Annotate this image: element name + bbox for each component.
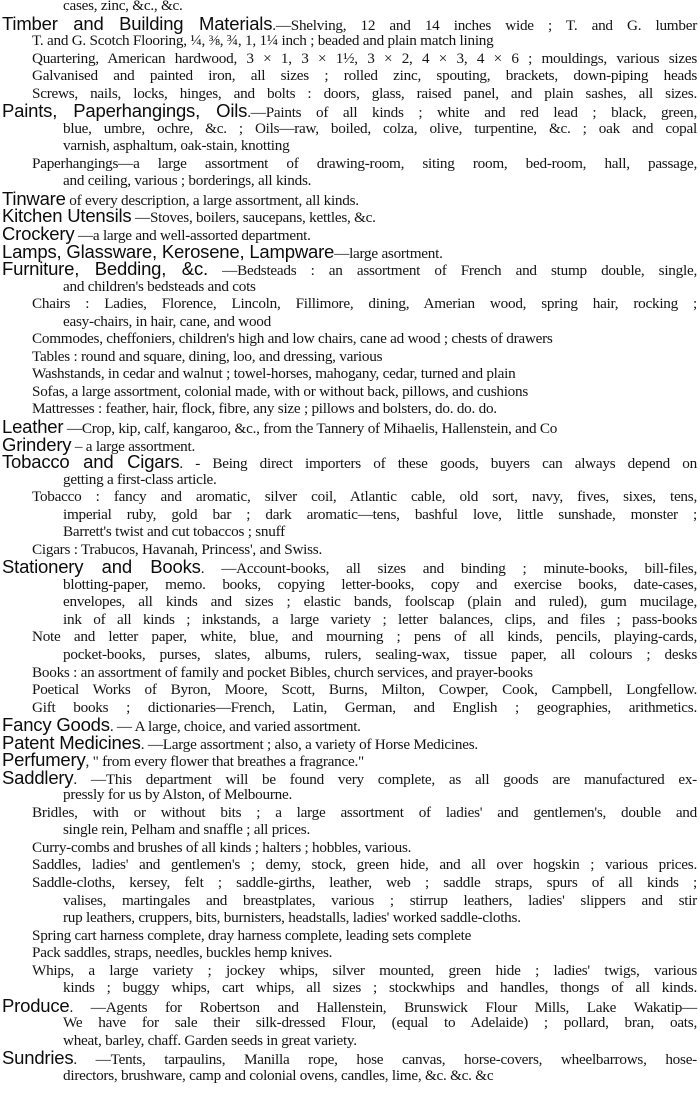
section-text: . —This department will be found very complete, as all goods are manufactured ex- bbox=[73, 770, 697, 788]
section-heading: Timber and Building Materials bbox=[2, 12, 273, 34]
section-text: Tables : round and square, dining, loo, and dressing, various bbox=[32, 347, 383, 365]
section-text: Mattresses : feather, hair, flock, fibre, any size ; pillows and bolsters, do. do. do. bbox=[32, 400, 497, 418]
section-text: – a large assortment. bbox=[71, 437, 196, 455]
section-text: valises, martingales and breastplates, various ; stirrup leathers, ladies' slippers and stir bbox=[63, 891, 697, 909]
section-heading: Perfumery bbox=[2, 749, 86, 771]
section-text: Chairs : Ladies, Florence, Lincoln, Fillimore, dining, Amerian wood, spring hair, rocking ; bbox=[32, 295, 697, 313]
text-line bbox=[63, 1014, 697, 1032]
section-heading: Paints, Paperhangings, Oils bbox=[2, 100, 248, 122]
text-line bbox=[63, 786, 292, 804]
section-heading: Sundries bbox=[2, 1047, 74, 1069]
text-line bbox=[32, 856, 697, 874]
section-text: Cigars : Trabucos, Havanah, Princess', and Swiss. bbox=[32, 540, 323, 558]
text-line bbox=[63, 611, 697, 629]
text-line bbox=[32, 365, 515, 383]
text-line bbox=[32, 944, 332, 962]
section-text: Quartering, American hardwood, 3 × 1, 3 × 1½, 3 × 2, 4 × 3, 4 × 6 ; mouldings, various sizes bbox=[32, 49, 697, 67]
section-text: Gift books ; dictionaries—French, Latin, German, and English ; geographies, arithmetics. bbox=[32, 698, 697, 716]
section-text: imperial ruby, gold bar ; dark aromatic—tens, bashful love, little sunshade, monster ; bbox=[63, 505, 697, 523]
section-heading: Leather bbox=[2, 415, 64, 437]
section-text: , " from every flower that breathes a fragrance." bbox=[85, 753, 364, 771]
text-line bbox=[63, 313, 271, 331]
text-line bbox=[32, 400, 497, 418]
text-line bbox=[63, 892, 697, 910]
section-text: Spring cart harness complete, dray harness complete, leading sets complete bbox=[32, 926, 472, 944]
section-text: Pack saddles, straps, needles, buckles hemp knives. bbox=[32, 944, 333, 962]
text-line bbox=[63, 523, 285, 541]
text-line bbox=[32, 67, 697, 85]
section-text: Books : an assortment of family and pocket Bibles, church services, and prayer-books bbox=[32, 663, 533, 681]
text-line bbox=[32, 927, 471, 945]
text-line bbox=[32, 488, 697, 506]
section-text: —large asortment. bbox=[334, 244, 443, 262]
section-heading: Produce bbox=[2, 994, 70, 1016]
section-text: Bridles, with or without bits ; a large assortment of ladies' and gentlemen's, double and bbox=[32, 803, 697, 821]
section-text: Tobacco : fancy and aromatic, silver coil, Atlantic cable, old sort, navy, fives, sixes, tens, bbox=[32, 488, 697, 506]
text-line bbox=[63, 1067, 493, 1085]
text-line bbox=[63, 172, 311, 190]
section-text: pressly for us by Alston, of Melbourne. bbox=[63, 786, 293, 804]
section-text: envelopes, all kinds and sizes ; elastic bands, foolscap (plain and ruled), gum mucilage, bbox=[63, 593, 697, 611]
text-line bbox=[32, 664, 533, 682]
section-text: Galvanised and painted iron, all sizes ; rolled zinc, spouting, brackets, down-piping heads bbox=[32, 67, 697, 85]
section-text: of every description, a large assortment, all kinds. bbox=[65, 191, 359, 209]
section-text: . —Large assortment ; also, a variety of Horse Medicines. bbox=[140, 735, 478, 753]
text-line bbox=[63, 576, 697, 594]
section-text: . — A large, choice, and varied assortment. bbox=[109, 718, 361, 736]
section-heading: Tinware bbox=[2, 187, 66, 209]
section-text: Saddle-cloths, kersey, felt ; saddle-girths, leather, web ; saddle straps, spurs of all kinds ; bbox=[32, 874, 697, 891]
section-text: We have for sale their silk-dressed Flour, (equal to Adelaide) ; pollard, bran, oats, bbox=[63, 1014, 697, 1032]
section-text: blue, umbre, ochre, &c. ; Oils—raw, boiled, colza, olive, turpentine, &c. ; oak and copal bbox=[63, 119, 697, 137]
section-text: Saddles, ladies' and gentlemen's ; demy, stock, green hide, and all over hogskin ; various prices. bbox=[32, 856, 697, 874]
text-line bbox=[32, 699, 697, 717]
text-line bbox=[63, 646, 697, 664]
text-line bbox=[32, 32, 494, 50]
section-text: Curry-combs and brushes of all kinds ; halters ; hobbles, various. bbox=[32, 838, 412, 856]
text-line bbox=[63, 120, 697, 138]
text-line bbox=[63, 979, 697, 997]
section-text: . —Account-books, all sizes and binding ; minute-books, bill-files, bbox=[200, 560, 697, 578]
text-line bbox=[63, 1032, 357, 1050]
text-line bbox=[32, 962, 697, 980]
text-line bbox=[63, 137, 289, 155]
section-heading: Crockery bbox=[2, 223, 75, 245]
section-text: .—Shelving, 12 and 14 inches wide ; T. and G. lumber bbox=[272, 16, 697, 34]
section-text: kinds ; buggy whips, cart whips, all sizes ; stockwhips and handles, thongs of all kinds. bbox=[63, 979, 697, 997]
section-text: —Stoves, boilers, saucepans, kettles, &c. bbox=[131, 209, 376, 227]
section-heading: Kitchen Utensils bbox=[2, 205, 132, 227]
section-text: Screws, nails, locks, hinges, and bolts : doors, glass, raised panel, and plain sashes, all sizes. bbox=[32, 84, 697, 102]
section-heading: Grindery bbox=[2, 433, 72, 455]
section-text: blotting-paper, memo. books, copying letter-books, copy and exercise books, date-cases, bbox=[63, 575, 697, 593]
text-line bbox=[32, 295, 697, 313]
section-text: Washstands, in cedar and walnut ; towel-horses, mahogany, cedar, turned and plain bbox=[32, 365, 516, 383]
section-text: Poetical Works of Byron, Moore, Scott, Burns, Milton, Cowper, Cook, Campbell, Longfellow. bbox=[32, 681, 697, 699]
text-line bbox=[32, 839, 411, 857]
text-line bbox=[32, 681, 697, 699]
text-line bbox=[32, 348, 382, 366]
text-line bbox=[63, 471, 217, 489]
section-heading: Stationery and Books bbox=[2, 556, 201, 578]
section-text: Whips, a large variety ; jockey whips, silver mounted, green hide ; ladies' twigs, various bbox=[32, 961, 697, 979]
section-text: directors, brushware, camp and colonial ovens, candles, lime, &c. &c. &c bbox=[63, 1066, 494, 1084]
text-line bbox=[63, 278, 256, 296]
section-text: . - Being direct importers of these goods, buyers can always depend on bbox=[179, 455, 697, 473]
section-text: .—Paints of all kinds ; white and red lead ; black, green, bbox=[247, 104, 697, 122]
section-text: Commodes, cheffoniers, children's high and low chairs, cane ad wood ; chests of drawers bbox=[32, 330, 553, 348]
section-text: ink of all kinds ; inkstands, a large variety ; letter balances, clips, and files ; pass-books bbox=[63, 610, 697, 628]
section-text: single rein, Pelham and snaffle ; all prices. bbox=[63, 821, 311, 839]
text-line bbox=[32, 628, 697, 646]
text-line bbox=[63, 821, 310, 839]
section-heading: Fancy Goods bbox=[2, 714, 110, 736]
text-line bbox=[32, 383, 528, 401]
section-heading: Tobacco and Cigars bbox=[2, 451, 180, 473]
text-line bbox=[32, 804, 697, 822]
section-text: . —Agents for Robertson and Hallenstein, Brunswick Flour Mills, Lake Wakatip— bbox=[69, 998, 697, 1016]
section-text: rup leathers, cruppers, bits, burnisters, headstalls, ladies' worked saddle-cloths. bbox=[63, 909, 521, 927]
text-line bbox=[32, 155, 697, 173]
section-text: and children's bedsteads and cots bbox=[63, 277, 256, 295]
section-text: varnish, asphaltum, oak-stain, knotting bbox=[63, 137, 290, 155]
section-text: Barrett's twist and cut tobaccos ; snuff bbox=[63, 523, 285, 541]
text-line bbox=[32, 874, 697, 892]
section-text: . —Tents, tarpaulins, Manilla rope, hose canvas, horse-covers, wheelbarrows, hose- bbox=[73, 1051, 697, 1069]
section-heading: Furniture, Bedding, &c. bbox=[2, 258, 208, 280]
section-text: and ceiling, various ; borderings, all kinds. bbox=[63, 172, 312, 190]
section-text: —a large and well-assorted department. bbox=[74, 227, 311, 245]
section-text: wheat, barley, chaff. Garden seeds in great variety. bbox=[63, 1031, 357, 1049]
section-text: —Bedsteads : an assortment of French and stump double, single, bbox=[207, 262, 697, 280]
section-text: easy-chairs, in hair, cane, and wood bbox=[63, 312, 271, 330]
section-text: getting a first-class article. bbox=[63, 470, 217, 488]
section-text: Sofas, a large assortment, colonial made, with or without back, pillows, and cushions bbox=[32, 382, 529, 400]
section-heading: Saddlery bbox=[2, 766, 74, 788]
text-line bbox=[63, 909, 521, 927]
section-text: Note and letter paper, white, blue, and mourning ; pens of all kinds, pencils, playing-cards, bbox=[32, 628, 697, 646]
section-text: —Crop, kip, calf, kangaroo, &c., from the Tannery of Mihaelis, Hallenstein, and Co bbox=[63, 419, 558, 437]
text-line bbox=[63, 506, 697, 524]
section-text: T. and G. Scotch Flooring, ¼, ⅜, ¾, 1, 1¼ inch ; beaded and plain match lining bbox=[32, 32, 494, 50]
section-text: pocket-books, purses, slates, albums, rulers, sealing-wax, tissue paper, all colours ; desks bbox=[63, 645, 697, 663]
section-heading: Patent Medicines bbox=[2, 731, 141, 753]
text-line bbox=[32, 330, 553, 348]
text-line bbox=[32, 50, 697, 68]
section-text: cases, zinc, &c., &c. bbox=[63, 0, 183, 14]
text-line bbox=[63, 593, 697, 611]
section-heading: Lamps, Glassware, Kerosene, Lampware bbox=[2, 240, 335, 262]
section-text: Paperhangings—a large assortment of drawing-room, siting room, bed-room, hall, passage, bbox=[32, 154, 697, 172]
